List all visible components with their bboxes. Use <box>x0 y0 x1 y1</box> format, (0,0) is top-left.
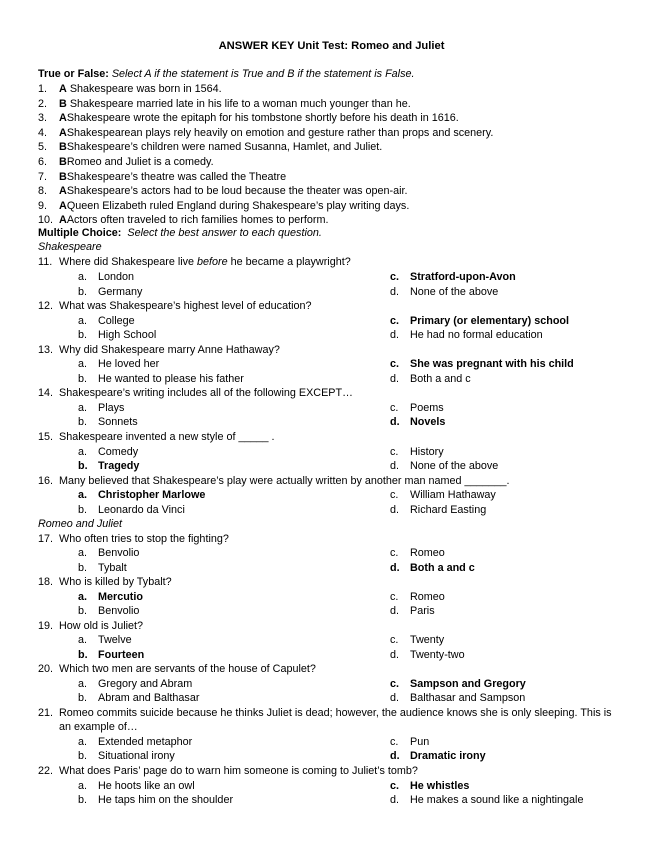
question-21: 21. Romeo commits suicide because he thinks Juliet is dead; however, the audience knows she is only sleeping. This is <box>38 707 612 719</box>
question-19: 19. How old is Juliet? <box>38 620 144 632</box>
option-11d: d. None of the above <box>390 286 499 298</box>
question-20: 20. Which two men are servants of the house of Capulet? <box>38 663 316 675</box>
option-15c: c. History <box>390 446 444 458</box>
option-12a: a. College <box>78 315 135 327</box>
multiple-choice-label: Multiple Choice: <box>38 227 122 239</box>
true-false-item: 8. AShakespeare’s actors had to be loud because the theater was open-air. <box>38 185 408 198</box>
true-false-item: 1. A Shakespeare was born in 1564. <box>38 83 222 95</box>
true-false-item: 9. AQueen Elizabeth ruled England during Shakespeare’s play writing days. <box>38 199 410 212</box>
answer-letter: A <box>59 185 67 198</box>
question-17: 17. Who often tries to stop the fighting? <box>38 533 229 545</box>
option-21a: a. Extended metaphor <box>78 736 193 748</box>
option-20b: b. Abram and Balthasar <box>78 692 200 704</box>
question-21-continued: an example of… <box>59 721 138 733</box>
option-11c-correct: c. Stratford-upon-Avon <box>390 271 516 283</box>
option-20a: a. Gregory and Abram <box>78 678 193 690</box>
option-19b-correct: b. Fourteen <box>78 649 145 661</box>
option-18d: d. Paris <box>390 605 435 617</box>
true-false-header: True or False: Select A if the statement is True and B if the statement is False. <box>38 68 415 80</box>
option-13a: a. He loved her <box>78 358 160 370</box>
question-16: 16. Many believed that Shakespeare’s play were actually written by another man named _______. <box>38 475 510 487</box>
true-false-item: 6. BRomeo and Juliet is a comedy. <box>38 155 214 168</box>
option-13b: b. He wanted to please his father <box>78 373 244 385</box>
section-heading-shakespeare: Shakespeare <box>38 241 102 253</box>
answer-letter: A <box>59 83 67 95</box>
option-13c-correct: c. She was pregnant with his child <box>390 358 574 370</box>
true-false-item: 2. B Shakespeare married late in his life to a woman much younger than he. <box>38 97 411 110</box>
option-15a: a. Comedy <box>78 446 139 458</box>
true-false-item: 3. AShakespeare wrote the epitaph for his tombstone shortly before his death in 1616. <box>38 112 459 125</box>
option-22b: b. He taps him on the shoulder <box>78 794 234 806</box>
answer-letter: A <box>59 126 67 139</box>
true-false-item: 7. BShakespeare’s theatre was called the Theatre <box>38 170 287 183</box>
option-16c: c. William Hathaway <box>390 489 496 501</box>
page-title: ANSWER KEY Unit Test: Romeo and Juliet <box>218 40 445 52</box>
option-16a-correct: a. Christopher Marlowe <box>78 489 206 501</box>
option-20c-correct: c. Sampson and Gregory <box>390 678 526 690</box>
option-21d-correct: d. Dramatic irony <box>390 750 486 762</box>
option-19d: d. Twenty-two <box>390 649 465 661</box>
option-14a: a. Plays <box>78 402 125 414</box>
question-11: 11. Where did Shakespeare live before he became a playwright? <box>38 256 351 268</box>
option-18b: b. Benvolio <box>78 605 140 617</box>
answer-letter: B <box>59 97 67 110</box>
option-17b: b. Tybalt <box>78 562 127 574</box>
true-false-instruction: Select A if the statement is True and B if the statement is False. <box>111 68 415 80</box>
true-false-item: 5. BShakespeare’s children were named Susanna, Hamlet, and Juliet. <box>38 141 383 154</box>
question-22: 22. What does Paris’ page do to warn him someone is coming to Juliet’s tomb? <box>38 765 418 777</box>
option-18c: c. Romeo <box>390 591 445 603</box>
option-11b: b. Germany <box>78 286 143 298</box>
option-22c-correct: c. He whistles <box>390 780 470 792</box>
true-false-list <box>38 82 493 228</box>
option-21c: c. Pun <box>390 736 430 748</box>
true-false-item: 4. AShakespearean plays rely heavily on emotion and gesture rather than props and scenery. <box>38 126 494 139</box>
option-22d: d. He makes a sound like a nightingale <box>390 794 584 806</box>
answer-letter: A <box>59 112 67 125</box>
question-18: 18. Who is killed by Tybalt? <box>38 576 172 588</box>
question-15: 15. Shakespeare invented a new style of _____ . <box>38 431 275 443</box>
option-12d: d. He had no formal education <box>390 329 543 341</box>
option-20d: d. Balthasar and Sampson <box>390 692 526 704</box>
question-14: 14. Shakespeare’s writing includes all of the following EXCEPT… <box>38 387 353 399</box>
option-17c: c. Romeo <box>390 547 445 559</box>
option-15b-correct: b. Tragedy <box>78 460 140 472</box>
option-14d-correct: d. Novels <box>390 416 446 428</box>
answer-letter: B <box>59 141 67 154</box>
option-22a: a. He hoots like an owl <box>78 780 195 792</box>
option-21b: b. Situational irony <box>78 750 175 762</box>
option-16b: b. Leonardo da Vinci <box>78 504 185 516</box>
answer-letter: A <box>59 214 67 227</box>
option-18a-correct: a. Mercutio <box>78 591 143 603</box>
option-11a: a. London <box>78 271 135 283</box>
option-14b: b. Sonnets <box>78 416 138 428</box>
question-13: 13. Why did Shakespeare marry Anne Hathaway? <box>38 344 280 356</box>
option-16d: d. Richard Easting <box>390 504 487 516</box>
option-14c: c. Poems <box>390 402 444 414</box>
true-false-label: True or False <box>38 68 106 80</box>
answer-letter: A <box>59 199 67 212</box>
question-12: 12. What was Shakespeare’s highest level of education? <box>38 300 312 312</box>
multiple-choice-instruction: Select the best answer to each question. <box>127 227 322 239</box>
option-19a: a. Twelve <box>78 634 132 646</box>
true-false-item: 10. AActors often traveled to rich families homes to perform. <box>38 214 329 227</box>
answer-letter: B <box>59 170 67 183</box>
option-13d: d. Both a and c <box>390 373 471 385</box>
option-12b: b. High School <box>78 329 157 341</box>
section-heading-romeo-and-juliet: Romeo and Juliet <box>38 518 123 530</box>
option-17d-correct: d. Both a and c <box>390 562 475 574</box>
option-15d: d. None of the above <box>390 460 499 472</box>
answer-letter: B <box>59 155 67 168</box>
multiple-choice-header <box>38 227 322 239</box>
option-12c-correct: c. Primary (or elementary) school <box>390 315 570 327</box>
option-17a: a. Benvolio <box>78 547 140 559</box>
option-19c: c. Twenty <box>390 634 445 646</box>
